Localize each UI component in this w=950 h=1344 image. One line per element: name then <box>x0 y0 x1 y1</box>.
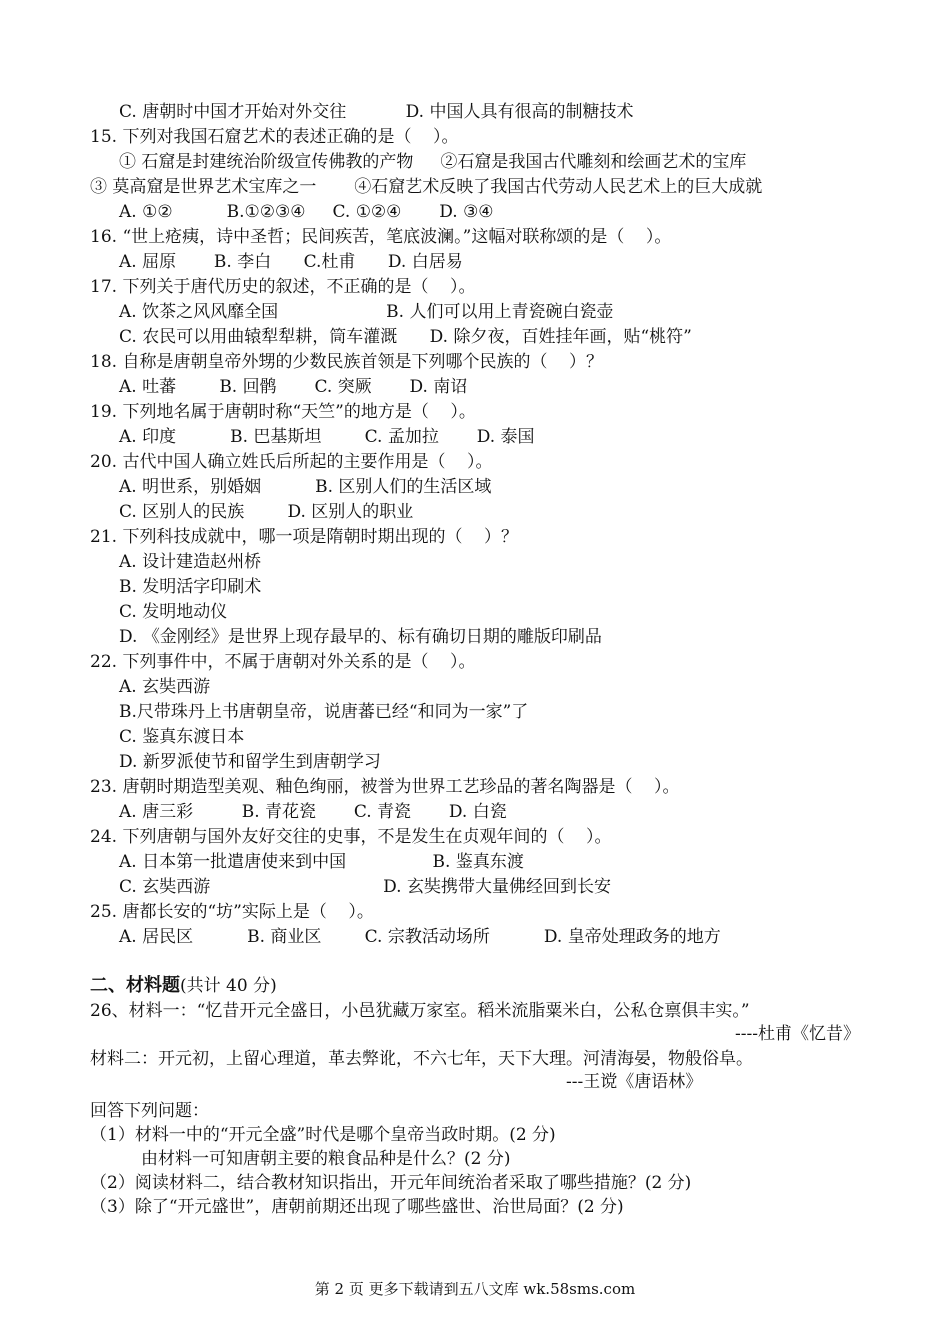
material-one: 26、材料一：“忆昔开元全盛日，小邑犹藏万家室。稻米流脂粟米白，公私仓禀俱丰实。” <box>90 1001 750 1021</box>
section-score-note: (共计 40 分) <box>180 976 277 996</box>
q21-option-c: C. 发明地动仪 <box>119 602 228 622</box>
q14-options-cd: C. 唐朝时中国才开始对外交往 D. 中国人具有很高的制糖技术 <box>119 102 634 122</box>
question-1: （1）材料一中的“开元全盛”时代是哪个皇帝当政时期。(2 分) <box>90 1125 556 1145</box>
q21-option-a: A. 设计建造赵州桥 <box>119 552 262 572</box>
q22-option-c: C. 鉴真东渡日本 <box>119 727 245 747</box>
q18-stem: 18. 自称是唐朝皇帝外甥的少数民族首领是下列哪个民族的（ ）？ <box>90 352 604 372</box>
q22-stem: 22. 下列事件中，不属于唐朝对外关系的是（ ）。 <box>90 652 476 672</box>
q16-options: A. 屈原 B. 李白 C.杜甫 D. 白居易 <box>119 252 463 272</box>
question-3: （3）除了“开元盛世”，唐朝前期还出现了哪些盛世、治世局面？(2 分) <box>90 1197 624 1217</box>
question-2: （2）阅读材料二，结合教材知识指出，开元年间统治者采取了哪些措施？(2 分) <box>90 1173 692 1193</box>
q18-options: A. 吐蕃 B. 回鹘 C. 突厥 D. 南诏 <box>119 377 468 397</box>
q19-stem: 19. 下列地名属于唐朝时称“天竺”的地方是（ ）。 <box>90 402 476 422</box>
q20-options-cd: C. 区别人的民族 D. 区别人的职业 <box>119 502 414 522</box>
q23-stem: 23. 唐朝时期造型美观、釉色绚丽，被誉为世界工艺珍品的著名陶器是（ ）。 <box>90 777 680 797</box>
q19-options: A. 印度 B. 巴基斯坦 C. 孟加拉 D. 泰国 <box>119 427 535 447</box>
page-footer: 第 2 页 更多下载请到五八文库 wk.58sms.com <box>314 1280 636 1298</box>
q15-stem: 15. 下列对我国石窟艺术的表述正确的是（ ）。 <box>90 127 459 147</box>
q24-options-cd: C. 玄奘西游 D. 玄奘携带大量佛经回到长安 <box>119 877 611 897</box>
material-one-source: ----杜甫《忆昔》 <box>735 1024 860 1044</box>
q20-stem: 20. 古代中国人确立姓氏后所起的主要作用是（ ）。 <box>90 452 493 472</box>
q25-stem: 25. 唐都长安的“坊”实际上是（ ）。 <box>90 902 374 922</box>
q21-option-b: B. 发明活字印刷术 <box>119 577 262 597</box>
q15-statement-1-2: ① 石窟是封建统治阶级宣传佛教的产物 ②石窟是我国古代雕刻和绘画艺术的宝库 <box>119 152 747 172</box>
q17-options-ab: A. 饮茶之风风靡全国 B. 人们可以用上青瓷碗白瓷壶 <box>119 302 614 322</box>
q16-stem: 16. “世上疮痍，诗中圣哲；民间疾苦，笔底波澜。”这幅对联称颂的是（ ）。 <box>90 227 672 247</box>
q15-options: A. ①② B.①②③④ C. ①②④ D. ③④ <box>119 202 494 222</box>
q22-option-b: B.尺带珠丹上书唐朝皇帝，说唐蕃已经“和同为一家”了 <box>119 702 529 722</box>
material-two: 材料二：开元初，上留心理道，革去弊讹，不六七年，天下大理。河清海晏，物般俗阜。 <box>90 1049 753 1069</box>
q21-option-d: D. 《金刚经》是世界上现存最早的、标有确切日期的雕版印刷品 <box>119 627 602 647</box>
section-heading <box>90 974 277 998</box>
q24-stem: 24. 下列唐朝与国外友好交往的史事，不是发生在贞观年间的（ ）。 <box>90 827 612 847</box>
q24-options-ab: A. 日本第一批遣唐使来到中国 B. 鉴真东渡 <box>119 852 524 872</box>
q23-options: A. 唐三彩 B. 青花瓷 C. 青瓷 D. 白瓷 <box>119 802 507 822</box>
section-title: 二、材料题 <box>90 975 180 996</box>
q21-stem: 21. 下列科技成就中，哪一项是隋朝时期出现的（ ）？ <box>90 527 519 547</box>
questions-intro: 回答下列问题： <box>90 1101 209 1121</box>
q15-statement-3-4: ③ 莫高窟是世界艺术宝库之一 ④石窟艺术反映了我国古代劳动人民艺术上的巨大成就 <box>90 177 763 197</box>
q20-options-ab: A. 明世系，别婚姻 B. 区别人们的生活区域 <box>119 477 492 497</box>
material-two-source: ---王谠《唐语林》 <box>566 1072 703 1092</box>
q25-options: A. 居民区 B. 商业区 C. 宗教活动场所 D. 皇帝处理政务的地方 <box>119 927 721 947</box>
question-1-sub: 由材料一可知唐朝主要的粮食品种是什么？(2 分) <box>141 1149 511 1169</box>
q22-option-d: D. 新罗派使节和留学生到唐朝学习 <box>119 752 381 772</box>
q22-option-a: A. 玄奘西游 <box>119 677 211 697</box>
q17-options-cd: C. 农民可以用曲辕犁犁耕，筒车灌溉 D. 除夕夜，百姓挂年画，贴“桃符” <box>119 327 692 347</box>
q17-stem: 17. 下列关于唐代历史的叙述，不正确的是（ ）。 <box>90 277 476 297</box>
